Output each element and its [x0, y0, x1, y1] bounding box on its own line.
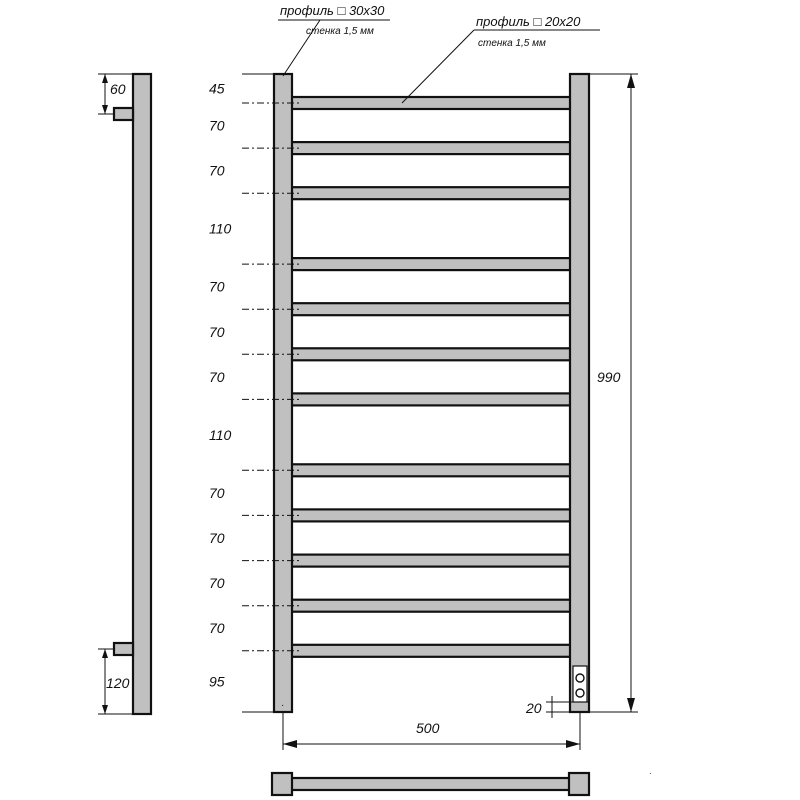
rung-spacing-label: 70: [209, 117, 225, 134]
rung-spacing-label: 110: [209, 426, 232, 443]
height-dimension: [589, 74, 638, 712]
top-view-right-upright: [569, 773, 589, 795]
upright-profile-label: профиль □ 30x30: [280, 3, 385, 18]
rung-spacing-label: 70: [209, 368, 225, 385]
rung-spacing-label: 70: [209, 323, 225, 340]
right-upright: [570, 74, 589, 712]
rung-spacing-label: 70: [209, 530, 225, 546]
rung-wall-label: стенка 1,5 мм: [478, 38, 546, 49]
rung-spacing-label: 110: [209, 220, 232, 237]
rung: [290, 142, 572, 154]
rung-spacing-label: 45: [209, 80, 225, 97]
rung: [290, 258, 572, 270]
rung: [290, 393, 572, 405]
left-upright: [274, 74, 292, 712]
heater-offset-label: 20: [526, 700, 542, 716]
rung: [290, 600, 572, 612]
rung: [290, 509, 572, 521]
width-dimension: [283, 712, 580, 750]
front-view: [209, 74, 589, 712]
rung-profile-label: профиль □ 20x20: [476, 14, 581, 29]
rung-spacing-label: 95: [209, 673, 225, 690]
svg-text:·: ·: [649, 769, 652, 778]
rung-spacing-labels: [209, 81, 232, 690]
rung: [290, 303, 572, 315]
rung: [290, 555, 572, 567]
top-wall-mount: [114, 108, 133, 120]
upright-wall-label: стенка 1,5 мм: [306, 26, 374, 37]
side-top-offset-label: 60: [110, 81, 126, 97]
rung: [290, 187, 572, 199]
rung: [290, 348, 572, 360]
rung-spacing-label: 70: [209, 484, 225, 501]
rungs: [290, 97, 572, 657]
rung-spacing-label: 70: [209, 620, 225, 637]
rung-spacing-label: 70: [209, 575, 225, 592]
rung-spacing-label: 70: [209, 162, 225, 179]
rung: [290, 645, 572, 657]
heater-connector: [573, 666, 587, 702]
upright-profile-callout: [278, 3, 390, 76]
width-label: 500: [416, 720, 440, 736]
rung-spacing-label: 70: [209, 278, 225, 295]
side-bottom-offset-label: 120: [106, 675, 130, 691]
rung: [290, 97, 572, 109]
rung: [290, 464, 572, 476]
top-view: [272, 769, 652, 795]
side-view: [98, 74, 151, 714]
svg-text:·: ·: [281, 700, 285, 711]
total-height-label: 990: [597, 369, 621, 385]
top-view-rung: [290, 778, 572, 790]
side-upright: [133, 74, 151, 714]
top-view-left-upright: [272, 773, 292, 795]
bottom-wall-mount: [114, 643, 133, 655]
